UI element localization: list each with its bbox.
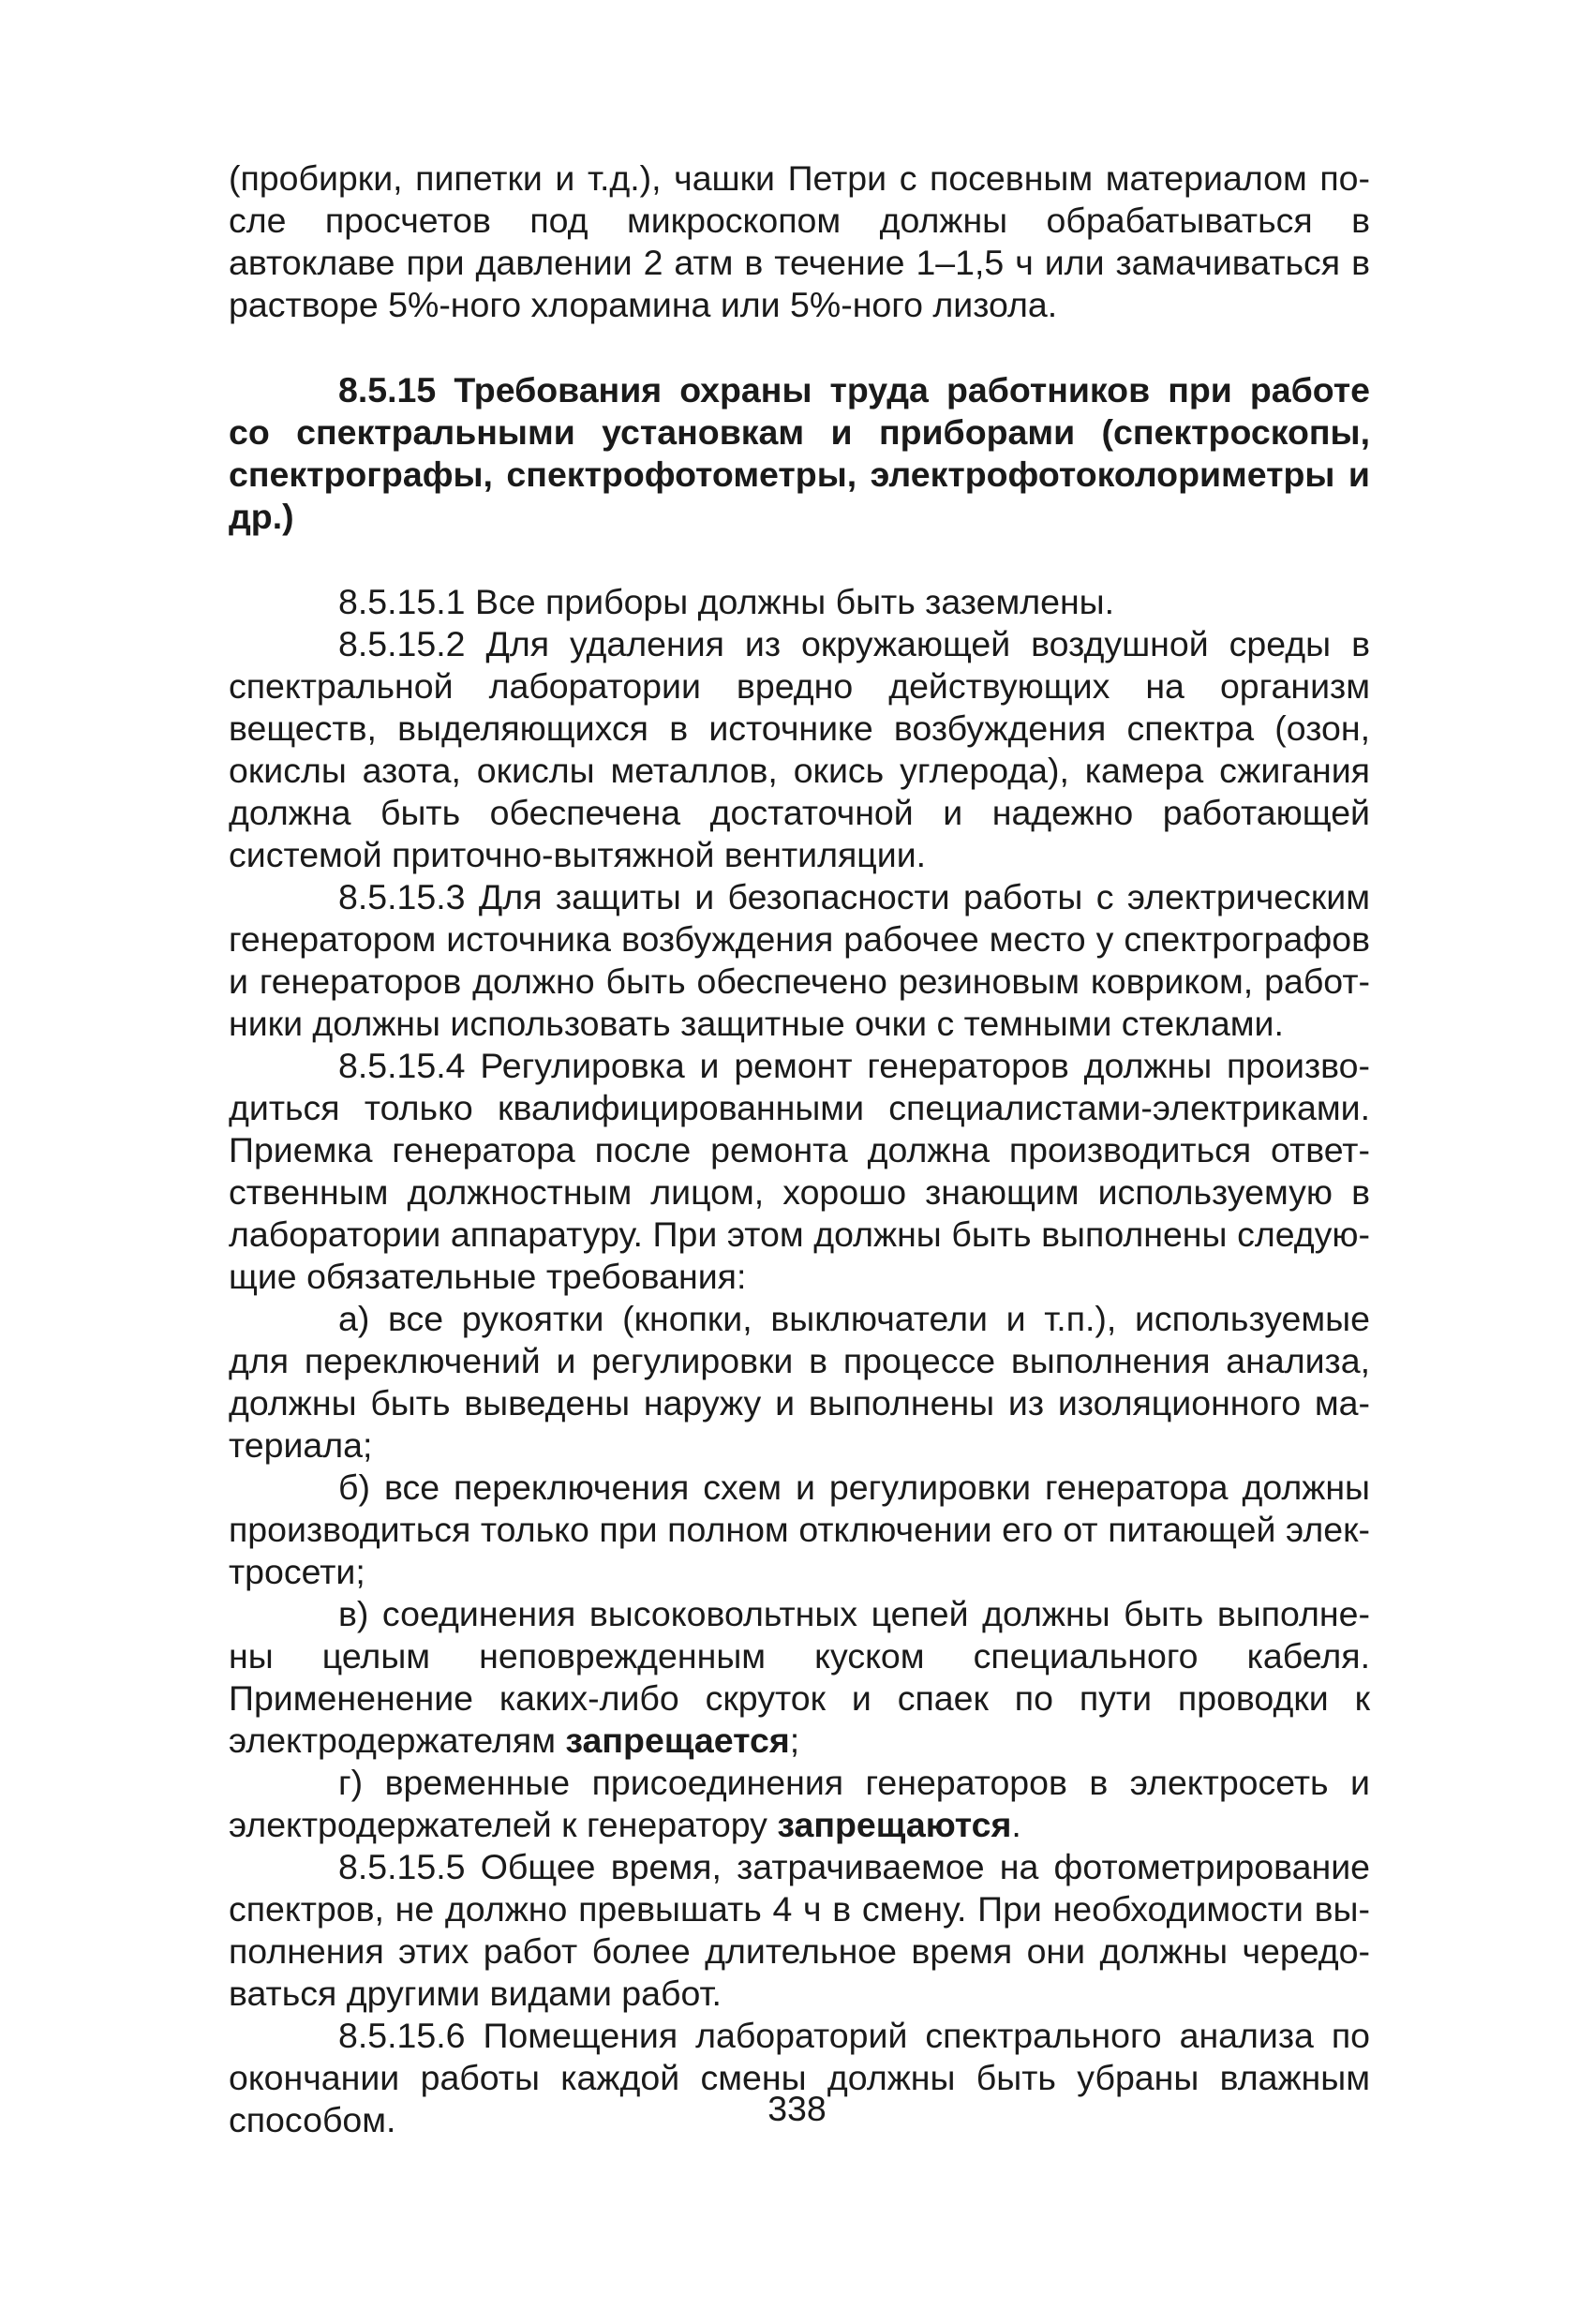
list-item-g xyxy=(229,1762,1370,1846)
list-item-g-end: . xyxy=(1011,1805,1021,1844)
list-item-v-bold: запрещается xyxy=(565,1721,790,1760)
list-item-g-text: г) временные присоединения генераторов в электросеть и электродержателей к генератору xyxy=(229,1763,1370,1844)
list-item-g-bold: запрещаются xyxy=(777,1805,1012,1844)
page-number: 338 xyxy=(767,2089,827,2128)
paragraph-8-5-15-3: 8.5.15.3 Для защиты и безопасности работы с электрическим генератором источника возбуждения рабочее место у спектрографов и генераторов должно быть обеспечено резиновым ковриком, работники должны использовать защитные очки с темными стеклами. xyxy=(229,877,1370,1043)
paragraph-8-5-15-5: 8.5.15.5 Общее время, затрачиваемое на фотометрирование спектров, не должно превышать 4 ч в смену. При необходимости выполнения этих работ более длительное время они должны чередоваться другими видами работ. xyxy=(229,1847,1370,2013)
top-paragraph: (пробирки, пипетки и т.д.), чашки Петри с посевным материалом после просчетов под микроскопом должны обрабатываться в автоклаве при давлении 2 атм в течение 1–1,5 ч или замачиваться в растворе 5%-ного хлорамина или 5%-ного лизола. xyxy=(229,158,1370,324)
paragraph-8-5-15-2: 8.5.15.2 Для удаления из окружающей воздушной среды в спектральной лаборатории вредно действующих на организм веществ, выделяющихся в источнике возбуждения спектра (озон, окислы азота, окислы металлов, окись углерода), камера сжигания должна быть обеспечена достаточной и надежно работающей системой приточно-вытяжной вентиляции. xyxy=(229,624,1370,874)
page-content xyxy=(229,157,1370,2141)
list-item-b: б) все переключения схем и регулировки генератора должны производиться только при полном отключении его от питающей электросети; xyxy=(229,1467,1370,1591)
section-heading: 8.5.15 Требования охраны труда работников при работе со спектральными установкам и приборами (спектроскопы, спектрографы, спектрофотометры, электрофотоколориметры и др.) xyxy=(229,370,1370,536)
list-item-v xyxy=(229,1593,1370,1762)
paragraph-8-5-15-6: 8.5.15.6 Помещения лабораторий спектрального анализа по окончании работы каждой смены должны быть убраны влажным способом. xyxy=(229,2016,1370,2139)
paragraph-8-5-15-4: 8.5.15.4 Регулировка и ремонт генераторов должны производиться только квалифицированными специалистами-электриками. Приемка генератора после ремонта должна производиться ответственным должностным лицом, хорошо знающим используемую в лаборатории аппаратуру. При этом должны быть выполнены следующие обязательные требования: xyxy=(229,1046,1370,1296)
paragraph-8-5-15-1: 8.5.15.1 Все приборы должны быть заземлены. xyxy=(338,582,1115,621)
list-item-v-end: ; xyxy=(789,1721,800,1760)
list-item-a: а) все рукоятки (кнопки, выключатели и т.п.), используемые для переключений и регулировки в процессе выполнения анализа, должны быть выведены наружу и выполнены из изоляционного материала; xyxy=(229,1299,1370,1465)
list-item-v-text: в) соединения высоковольтных цепей должны быть выполнены целым неповрежденным куском специального кабеля. Примененение каких-либо скруток и спаек по пути проводки к электродержателям xyxy=(229,1594,1370,1760)
